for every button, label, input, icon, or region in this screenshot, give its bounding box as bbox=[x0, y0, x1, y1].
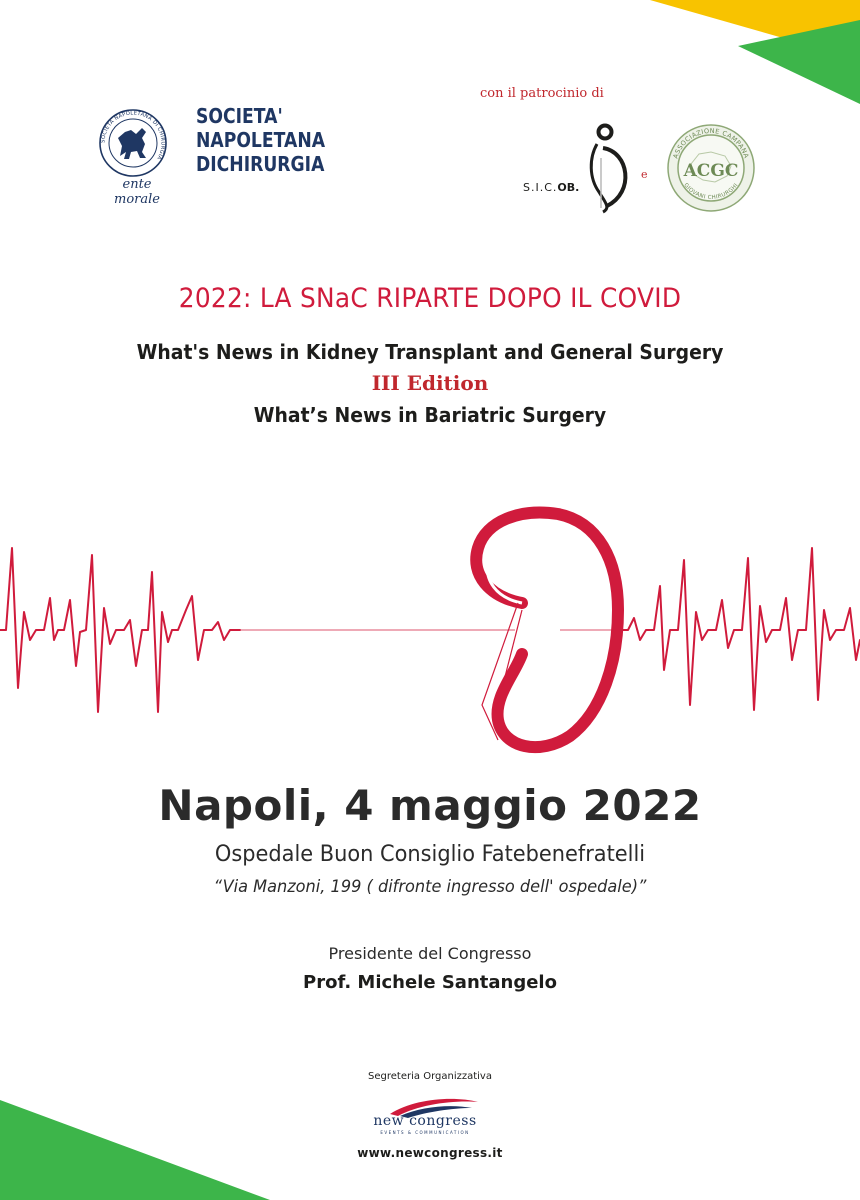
sicob-figure-icon bbox=[585, 122, 635, 214]
acgc-seal-icon bbox=[667, 124, 755, 212]
event-venue: Ospedale Buon Consiglio Fatebenefratelli bbox=[214, 842, 646, 867]
event-city-date: Napoli, 4 maggio 2022 bbox=[158, 781, 702, 830]
event-address: “Via Manzoni, 199 ( difronte ingresso dell' ospedale)” bbox=[213, 877, 647, 897]
event-title: 2022: LA SNaC RIPARTE DOPO IL COVID bbox=[178, 283, 682, 314]
event-edition: III Edition bbox=[371, 371, 489, 395]
event-subtitle-kidney: What's News in Kidney Transplant and General Surgery bbox=[136, 340, 724, 364]
event-subtitle-bariatric: What’s News in Bariatric Surgery bbox=[253, 403, 607, 427]
top-right-corner-decoration bbox=[640, 0, 860, 110]
secretariat-label: Segreteria Organizzativa bbox=[368, 1071, 492, 1082]
snac-organization-name: SOCIETA' NAPOLETANA DICHIRURGIA bbox=[196, 104, 326, 176]
horse-seal-icon bbox=[98, 108, 168, 178]
svg-text:ASSOCIAZIONE CAMPANA: ASSOCIAZIONE CAMPANA bbox=[671, 126, 751, 160]
svg-text:ACGC: ACGC bbox=[683, 161, 739, 181]
organizer-name: new congress bbox=[373, 1113, 477, 1129]
president-label: Presidente del Congresso bbox=[328, 944, 532, 963]
patronage-label: con il patrocinio di bbox=[480, 86, 604, 101]
ekg-left-trace bbox=[0, 548, 240, 712]
svg-text:SOCIETÀ NAPOLETANA DI CHIRURGI: SOCIETÀ NAPOLETANA DI CHIRURGIA bbox=[100, 110, 166, 161]
svg-text:GIOVANI CHIRURGHI: GIOVANI CHIRURGHI bbox=[682, 182, 740, 202]
snac-tagline: ente morale bbox=[114, 177, 160, 207]
kidney-heartbeat-icon bbox=[0, 500, 860, 760]
organizer-website-link[interactable]: www.newcongress.it bbox=[357, 1146, 503, 1160]
ekg-right-trace bbox=[620, 548, 860, 710]
sicob-logo-text: S.I.C.OB. bbox=[523, 181, 580, 194]
conjunction-text: e bbox=[641, 168, 648, 181]
organizer-tagline: EVENTS & COMMUNICATION bbox=[380, 1130, 470, 1135]
president-name: Prof. Michele Santangelo bbox=[303, 972, 557, 993]
